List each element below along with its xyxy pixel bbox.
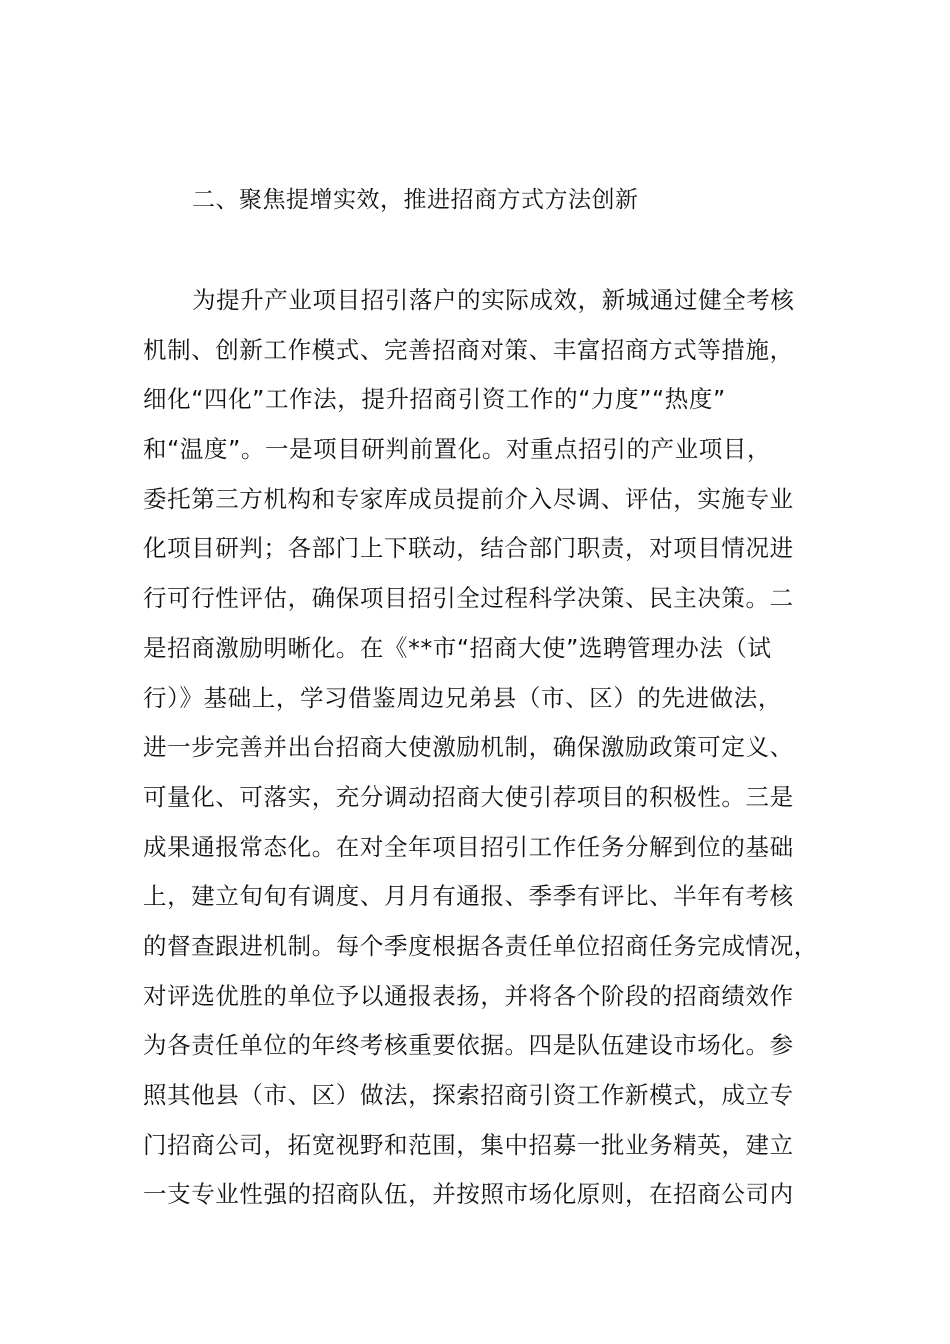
paragraph-line: 化项目研判；各部门上下联动，结合部门职责，对项目情况进: [143, 534, 794, 563]
paragraph-line: 委托第三方机构和专家库成员提前介入尽调、评估，实施专业: [143, 484, 794, 513]
paragraph-line: 对评选优胜的单位予以通报表扬，并将各个阶段的招商绩效作: [143, 981, 794, 1010]
paragraph-line: 上，建立旬旬有调度、月月有通报、季季有评比、半年有考核: [143, 882, 794, 911]
paragraph-line: 一支专业性强的招商队伍，并按照市场化原则，在招商公司内: [143, 1180, 794, 1209]
paragraph-line: 进一步完善并出台招商大使激励机制，确保激励政策可定义、: [143, 733, 794, 762]
paragraph-line: 是招商激励明晰化。在《**市“招商大使”选聘管理办法（试: [143, 633, 772, 662]
paragraph-line: 为提升产业项目招引落户的实际成效，新城通过健全考核: [192, 286, 795, 314]
paragraph-line: 细化“四化”工作法，提升招商引资工作的“力度”“热度”: [143, 385, 726, 414]
paragraph-line: 成果通报常态化。在对全年项目招引工作任务分解到位的基础: [143, 832, 794, 861]
section-heading: 二、聚焦提增实效，推进招商方式方法创新: [192, 187, 639, 213]
paragraph-line: 的督查跟进机制。每个季度根据各责任单位招商任务完成情况，: [143, 931, 818, 960]
paragraph-line: 行）》基础上，学习借鉴周边兄弟县（市、区）的先进做法，: [143, 683, 782, 712]
paragraph-line: 可量化、可落实，充分调动招商大使引荐项目的积极性。三是: [143, 782, 794, 811]
body-paragraph: [143, 276, 823, 1220]
paragraph-line: 照其他县（市、区）做法，探索招商引资工作新模式，成立专: [143, 1081, 794, 1109]
paragraph-line: 门招商公司，拓宽视野和范围，集中招募一批业务精英，建立: [143, 1130, 794, 1159]
paragraph-line: 行可行性评估，确保项目招引全过程科学决策、民主决策。二: [143, 584, 794, 613]
paragraph-line: 机制、创新工作模式、完善招商对策、丰富招商方式等措施，: [143, 335, 794, 364]
paragraph-line: 和“温度”。一是项目研判前置化。对重点招引的产业项目，: [143, 435, 772, 464]
paragraph-line: 为各责任单位的年终考核重要依据。四是队伍建设市场化。参: [143, 1031, 794, 1060]
